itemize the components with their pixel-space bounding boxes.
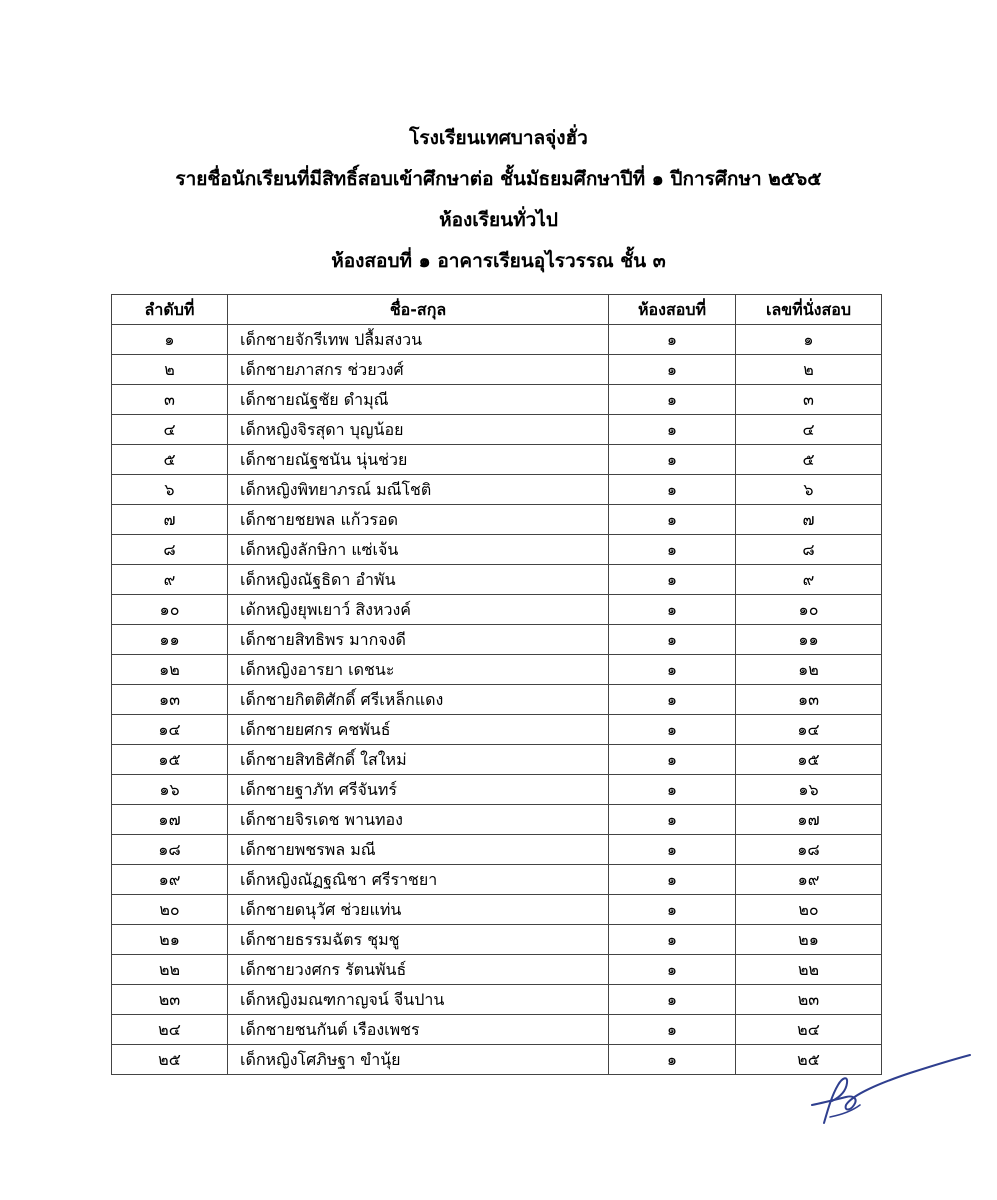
seat-number: ๑๐	[736, 595, 882, 625]
seat-number: ๓	[736, 385, 882, 415]
table-row	[112, 475, 882, 505]
student-name: เด็กหญิงลักษิกา แซ่เจ้น	[228, 535, 609, 565]
student-name: เด็กชายภาสกร ช่วยวงศ์	[228, 355, 609, 385]
row-number: ๖	[112, 475, 228, 505]
row-number: ๕	[112, 445, 228, 475]
seat-number: ๑๔	[736, 715, 882, 745]
seat-number: ๒๑	[736, 925, 882, 955]
row-number: ๔	[112, 415, 228, 445]
exam-room: ๑	[609, 985, 736, 1015]
table-row	[112, 1045, 882, 1075]
table-row	[112, 745, 882, 775]
table-row	[112, 985, 882, 1015]
exam-room: ๑	[609, 685, 736, 715]
exam-room: ๑	[609, 385, 736, 415]
student-name: เด็กหญิงโศภิษฐา ขำนุ้ย	[228, 1045, 609, 1075]
exam-room: ๑	[609, 655, 736, 685]
seat-number: ๒๒	[736, 955, 882, 985]
exam-room: ๑	[609, 355, 736, 385]
exam-room: ๑	[609, 835, 736, 865]
table-row	[112, 685, 882, 715]
table-row	[112, 715, 882, 745]
exam-room: ๑	[609, 595, 736, 625]
row-number: ๒๑	[112, 925, 228, 955]
seat-number: ๑๗	[736, 805, 882, 835]
student-name: เด็กชายกิตติศักดิ์ ศรีเหล็กแดง	[228, 685, 609, 715]
table-row	[112, 625, 882, 655]
student-name: เด็กชายสิทธิศักดิ์ ใสใหม่	[228, 745, 609, 775]
exam-room: ๑	[609, 955, 736, 985]
row-number: ๒	[112, 355, 228, 385]
exam-room: ๑	[609, 535, 736, 565]
row-number: ๑๑	[112, 625, 228, 655]
row-number: ๗	[112, 505, 228, 535]
student-name: เด็กชายณัฐชนัน นุ่นช่วย	[228, 445, 609, 475]
row-number: ๒๕	[112, 1045, 228, 1075]
student-name: เด็กชายชยพล แก้วรอด	[228, 505, 609, 535]
row-number: ๑๐	[112, 595, 228, 625]
seat-number: ๖	[736, 475, 882, 505]
student-name: เด้กหญิงยุพเยาว์ สิงหวงค์	[228, 595, 609, 625]
student-name: เด็กชายดนุวัศ ช่วยแท่น	[228, 895, 609, 925]
table-row	[112, 385, 882, 415]
row-number: ๑	[112, 325, 228, 355]
row-number: ๑๒	[112, 655, 228, 685]
seat-number: ๑๓	[736, 685, 882, 715]
student-name: เด็กชายฐาภัท ศรีจันทร์	[228, 775, 609, 805]
table-row	[112, 925, 882, 955]
table-row	[112, 355, 882, 385]
exam-room: ๑	[609, 445, 736, 475]
exam-room: ๑	[609, 775, 736, 805]
row-number: ๒๓	[112, 985, 228, 1015]
row-number: ๑๔	[112, 715, 228, 745]
student-name: เด็กชายณัฐชัย ดำมุณี	[228, 385, 609, 415]
student-name: เด็กหญิงมณฑกาญจน์ จีนปาน	[228, 985, 609, 1015]
seat-number: ๒	[736, 355, 882, 385]
seat-number: ๒๔	[736, 1015, 882, 1045]
class-type: ห้องเรียนทั่วไป	[439, 209, 558, 231]
table-row	[112, 835, 882, 865]
table-row	[112, 505, 882, 535]
table-row	[112, 655, 882, 685]
seat-number: ๗	[736, 505, 882, 535]
seat-number: ๑๖	[736, 775, 882, 805]
student-name: เด็กหญิงณัฐธิดา อำพัน	[228, 565, 609, 595]
row-number: ๑๓	[112, 685, 228, 715]
student-name: เด็กหญิงอารยา เดชนะ	[228, 655, 609, 685]
student-name: เด็กชายวงศกร รัตนพันธ์	[228, 955, 609, 985]
exam-room: ๑	[609, 1015, 736, 1045]
table-row	[112, 895, 882, 925]
table-row	[112, 445, 882, 475]
document-header	[0, 118, 997, 282]
seat-number: ๙	[736, 565, 882, 595]
exam-room: ๑	[609, 805, 736, 835]
seat-number: ๔	[736, 415, 882, 445]
seat-number: ๒๓	[736, 985, 882, 1015]
seat-number: ๑๙	[736, 865, 882, 895]
row-number: ๑๕	[112, 745, 228, 775]
seat-number: ๑๕	[736, 745, 882, 775]
table-row	[112, 775, 882, 805]
student-name: เด็กชายพชรพล มณี	[228, 835, 609, 865]
exam-room: ๑	[609, 925, 736, 955]
table-row	[112, 865, 882, 895]
row-number: ๑๖	[112, 775, 228, 805]
exam-room: ๑	[609, 745, 736, 775]
document-subtitle: รายชื่อนักเรียนที่มีสิทธิ์สอบเข้าศึกษาต่อ ชั้นมัธยมศึกษาปีที่ ๑ ปีการศึกษา ๒๕๖๕	[175, 168, 822, 190]
seat-number: ๘	[736, 535, 882, 565]
row-number: ๑๙	[112, 865, 228, 895]
column-header-number: ลำดับที่	[112, 295, 228, 325]
column-header-name: ชื่อ-สกุล	[228, 295, 609, 325]
column-header-seat: เลขที่นั่งสอบ	[736, 295, 882, 325]
row-number: ๓	[112, 385, 228, 415]
row-number: ๑๗	[112, 805, 228, 835]
row-number: ๒๒	[112, 955, 228, 985]
row-number: ๑๘	[112, 835, 228, 865]
seat-number: ๒๐	[736, 895, 882, 925]
table-row	[112, 955, 882, 985]
student-name: เด็กหญิงณัฏฐณิชา ศรีราชยา	[228, 865, 609, 895]
student-name: เด็กชายจิรเดช พานทอง	[228, 805, 609, 835]
exam-room: ๑	[609, 865, 736, 895]
student-roster-table	[111, 294, 882, 1075]
table-row	[112, 1015, 882, 1045]
exam-room: ๑	[609, 475, 736, 505]
row-number: ๒๐	[112, 895, 228, 925]
exam-room: ๑	[609, 505, 736, 535]
student-name: เด็กชายจักรีเทพ ปลื้มสงวน	[228, 325, 609, 355]
column-header-room: ห้องสอบที่	[609, 295, 736, 325]
student-name: เด็กชายชนกันต์ เรืองเพชร	[228, 1015, 609, 1045]
seat-number: ๒๕	[736, 1045, 882, 1075]
seat-number: ๑	[736, 325, 882, 355]
student-name: เด็กชายธรรมฉัตร ชุมชู	[228, 925, 609, 955]
exam-room: ๑	[609, 625, 736, 655]
exam-location: ห้องสอบที่ ๑ อาคารเรียนอุไรวรรณ ชั้น ๓	[331, 250, 666, 272]
school-name: โรงเรียนเทศบาลจุ่งฮั่ว	[409, 127, 588, 149]
row-number: ๙	[112, 565, 228, 595]
table-row	[112, 325, 882, 355]
student-name: เด็กหญิงจิรสุดา บุญน้อย	[228, 415, 609, 445]
exam-room: ๑	[609, 565, 736, 595]
exam-room: ๑	[609, 1045, 736, 1075]
row-number: ๘	[112, 535, 228, 565]
exam-room: ๑	[609, 895, 736, 925]
seat-number: ๑๒	[736, 655, 882, 685]
table-body	[112, 325, 882, 1075]
student-name: เด็กชายสิทธิพร มากจงดี	[228, 625, 609, 655]
table-row	[112, 415, 882, 445]
student-name: เด็กชายยศกร คชพันธ์	[228, 715, 609, 745]
signature-icon	[800, 1045, 975, 1130]
table-row	[112, 805, 882, 835]
student-name: เด็กหญิงพิทยาภรณ์ มณีโชติ	[228, 475, 609, 505]
table-row	[112, 595, 882, 625]
row-number: ๒๔	[112, 1015, 228, 1045]
exam-room: ๑	[609, 715, 736, 745]
table-header-row	[112, 295, 882, 325]
table-row	[112, 565, 882, 595]
exam-room: ๑	[609, 415, 736, 445]
table-row	[112, 535, 882, 565]
seat-number: ๑๘	[736, 835, 882, 865]
exam-room: ๑	[609, 325, 736, 355]
seat-number: ๕	[736, 445, 882, 475]
seat-number: ๑๑	[736, 625, 882, 655]
